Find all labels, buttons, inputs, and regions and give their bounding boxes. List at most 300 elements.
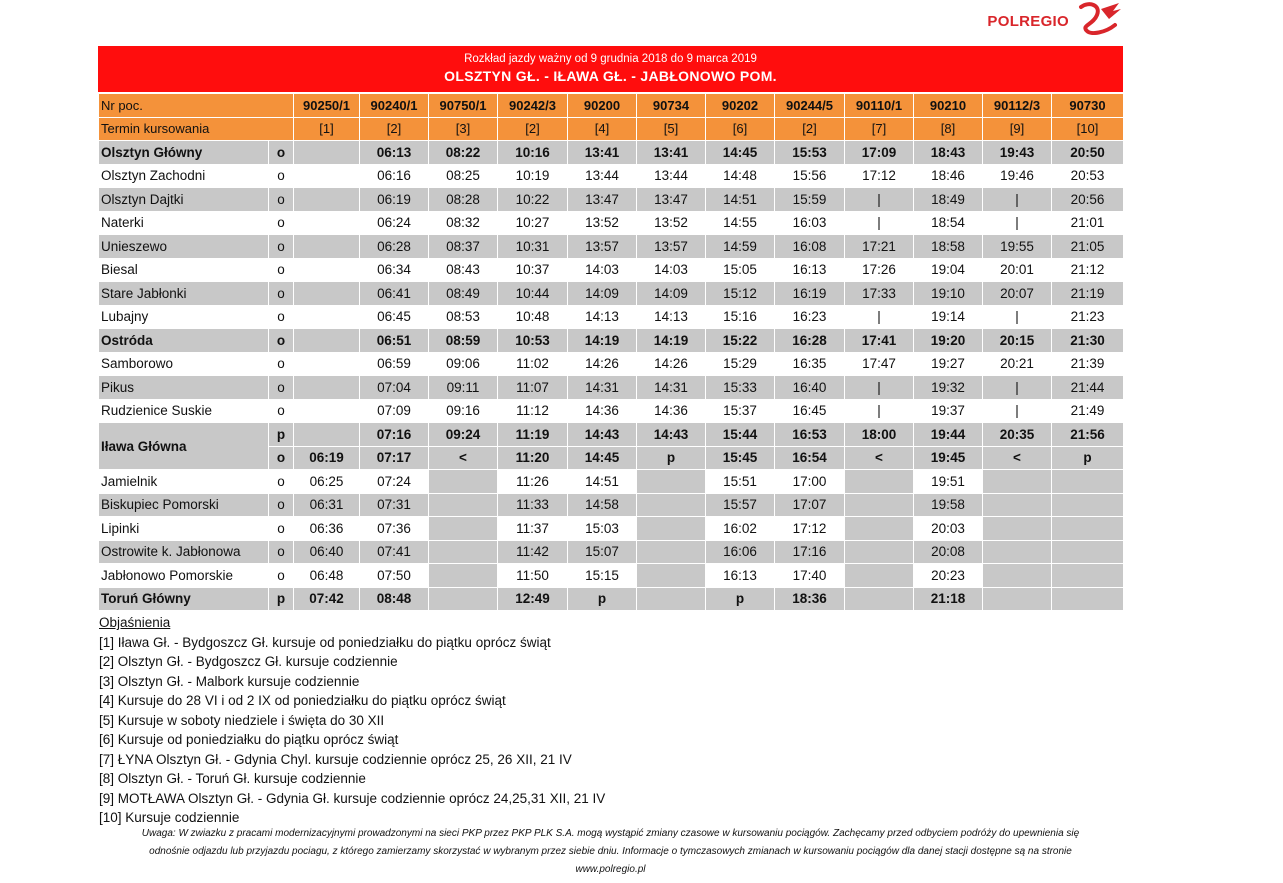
departure-time <box>983 470 1052 494</box>
departure-time <box>429 517 498 541</box>
departure-time: 19:32 <box>914 376 983 400</box>
departure-time: 10:31 <box>498 235 568 259</box>
departure-time <box>294 188 360 212</box>
departure-time: 21:23 <box>1052 305 1124 329</box>
departure-time: 07:42 <box>294 587 360 611</box>
departure-time: | <box>983 399 1052 423</box>
departure-time: 13:57 <box>637 235 706 259</box>
departure-time: 10:27 <box>498 211 568 235</box>
stop-flag: o <box>269 399 294 423</box>
departure-time: 17:16 <box>775 540 845 564</box>
departure-time: 16:19 <box>775 282 845 306</box>
stop-flag: o <box>269 305 294 329</box>
departure-time: 07:09 <box>360 399 429 423</box>
departure-time: 18:43 <box>914 141 983 165</box>
departure-time: | <box>845 305 914 329</box>
train-number: 90242/3 <box>498 94 568 118</box>
terms-row <box>99 117 1124 141</box>
departure-time <box>294 399 360 423</box>
departure-time: 13:57 <box>568 235 637 259</box>
train-number: 90250/1 <box>294 94 360 118</box>
station-row <box>99 164 1124 188</box>
stop-flag: o <box>269 329 294 353</box>
departure-time: 14:03 <box>568 258 637 282</box>
station-name: Lipinki <box>99 517 269 541</box>
departure-time: 15:57 <box>706 493 775 517</box>
departure-time: 14:09 <box>637 282 706 306</box>
departure-time: 08:37 <box>429 235 498 259</box>
departure-time: 08:25 <box>429 164 498 188</box>
departure-time: p <box>706 587 775 611</box>
departure-time: 16:03 <box>775 211 845 235</box>
departure-time <box>294 305 360 329</box>
departure-time: 14:51 <box>568 470 637 494</box>
term-code: [2] <box>498 117 568 141</box>
departure-time: 16:35 <box>775 352 845 376</box>
note-item: [10] Kursuje codziennie <box>99 810 240 825</box>
departure-time: | <box>845 376 914 400</box>
note-item: [2] Olsztyn Gł. - Bydgoszcz Gł. kursuje codziennie <box>99 654 398 669</box>
departure-time: 15:33 <box>706 376 775 400</box>
train-number-row-label: Nr poc. <box>99 94 294 118</box>
departure-time: 15:29 <box>706 352 775 376</box>
departure-time: 07:24 <box>360 470 429 494</box>
departure-time: 06:34 <box>360 258 429 282</box>
departure-time: 11:07 <box>498 376 568 400</box>
departure-time: 16:13 <box>775 258 845 282</box>
departure-time: 17:26 <box>845 258 914 282</box>
departure-time <box>294 352 360 376</box>
departure-time <box>845 517 914 541</box>
station-row <box>99 540 1124 564</box>
departure-time: 16:06 <box>706 540 775 564</box>
train-number: 90202 <box>706 94 775 118</box>
departure-time <box>845 540 914 564</box>
departure-time: 15:56 <box>775 164 845 188</box>
departure-time: 14:48 <box>706 164 775 188</box>
departure-time: 20:23 <box>914 564 983 588</box>
departure-time: 14:26 <box>568 352 637 376</box>
departure-time <box>1052 493 1124 517</box>
disclaimer <box>98 825 1123 879</box>
departure-time <box>983 517 1052 541</box>
departure-time: 11:37 <box>498 517 568 541</box>
departure-time: | <box>845 211 914 235</box>
departure-time: 19:14 <box>914 305 983 329</box>
departure-time: 18:36 <box>775 587 845 611</box>
departure-time: 20:56 <box>1052 188 1124 212</box>
arrival-time: 09:24 <box>429 423 498 447</box>
departure-time <box>1052 517 1124 541</box>
departure-time: | <box>983 376 1052 400</box>
departure-time: 06:41 <box>360 282 429 306</box>
departure-time: 06:16 <box>360 164 429 188</box>
note-item: [7] ŁYNA Olsztyn Gł. - Gdynia Chyl. kursuje codziennie oprócz 25, 26 XII, 21 IV <box>99 751 572 767</box>
departure-time: 16:02 <box>706 517 775 541</box>
stop-flag: o <box>269 493 294 517</box>
stop-flag: o <box>269 376 294 400</box>
departure-time: 16:40 <box>775 376 845 400</box>
departure-time: 17:40 <box>775 564 845 588</box>
arrival-time: 15:44 <box>706 423 775 447</box>
note-item: [1] Iława Gł. - Bydgoszcz Gł. kursuje od poniedziałku do piątku oprócz świąt <box>99 634 551 650</box>
note-item: [3] Olsztyn Gł. - Malbork kursuje codziennie <box>99 673 360 689</box>
departure-time: 15:53 <box>775 141 845 165</box>
departure-time <box>845 587 914 611</box>
stop-flag: o <box>269 282 294 306</box>
departure-time: 19:10 <box>914 282 983 306</box>
departure-time: 19:04 <box>914 258 983 282</box>
departure-time <box>845 470 914 494</box>
station-name: Rudzienice Suskie <box>99 399 269 423</box>
stop-flag: o <box>269 211 294 235</box>
departure-time: 19:58 <box>914 493 983 517</box>
note-item: [9] MOTŁAWA Olsztyn Gł. - Gdynia Gł. kursuje codziennie oprócz 24,25,31 XII, 21 IV <box>99 790 606 806</box>
departure-time <box>294 164 360 188</box>
term-code: [1] <box>294 117 360 141</box>
departure-time: 08:32 <box>429 211 498 235</box>
departure-time: 14:36 <box>637 399 706 423</box>
term-code: [8] <box>914 117 983 141</box>
station-name: Ostróda <box>99 329 269 353</box>
departure-time: 19:20 <box>914 329 983 353</box>
departure-time: 14:59 <box>706 235 775 259</box>
departure-time <box>294 258 360 282</box>
train-number: 90112/3 <box>983 94 1052 118</box>
departure-time <box>429 540 498 564</box>
departure-time: 20:07 <box>983 282 1052 306</box>
departure-time: 15:16 <box>706 305 775 329</box>
station-name: Unieszewo <box>99 235 269 259</box>
departure-time: 08:22 <box>429 141 498 165</box>
departure-time: 21:01 <box>1052 211 1124 235</box>
term-code: [4] <box>568 117 637 141</box>
departure-time: 10:44 <box>498 282 568 306</box>
station-row <box>99 141 1124 165</box>
departure-time: 14:19 <box>568 329 637 353</box>
train-number: 90110/1 <box>845 94 914 118</box>
departure-time: 09:11 <box>429 376 498 400</box>
stop-flag: o <box>269 141 294 165</box>
departure-time: 15:03 <box>568 517 637 541</box>
arrival-time: 21:56 <box>1052 423 1124 447</box>
station-row <box>99 305 1124 329</box>
train-number-row <box>99 94 1124 118</box>
departure-time: 21:05 <box>1052 235 1124 259</box>
departure-time: 10:19 <box>498 164 568 188</box>
station-row <box>99 188 1124 212</box>
station-name: Pikus <box>99 376 269 400</box>
departure-time <box>429 587 498 611</box>
stop-flag: p <box>269 423 294 447</box>
departure-time: 12:49 <box>498 587 568 611</box>
departure-time: 11:20 <box>498 446 568 470</box>
station-row <box>99 352 1124 376</box>
departure-time: 17:09 <box>845 141 914 165</box>
departure-time: 13:44 <box>568 164 637 188</box>
departure-time: 11:50 <box>498 564 568 588</box>
departure-time: 13:41 <box>568 141 637 165</box>
departure-time: 15:51 <box>706 470 775 494</box>
departure-time <box>845 564 914 588</box>
departure-time: 17:41 <box>845 329 914 353</box>
departure-time: 16:23 <box>775 305 845 329</box>
stop-flag: o <box>269 352 294 376</box>
departure-time <box>429 470 498 494</box>
station-row <box>99 282 1124 306</box>
departure-time: 07:41 <box>360 540 429 564</box>
arrival-time: 16:53 <box>775 423 845 447</box>
notes-title: Objaśnienia <box>99 615 171 630</box>
departure-time: 06:36 <box>294 517 360 541</box>
arrival-time: 20:35 <box>983 423 1052 447</box>
departure-time <box>983 564 1052 588</box>
departure-time: 17:47 <box>845 352 914 376</box>
departure-time: 21:18 <box>914 587 983 611</box>
departure-time: 18:46 <box>914 164 983 188</box>
departure-time: 14:51 <box>706 188 775 212</box>
departure-time: 06:45 <box>360 305 429 329</box>
station-name: Olsztyn Zachodni <box>99 164 269 188</box>
departure-time: 20:53 <box>1052 164 1124 188</box>
train-number: 90730 <box>1052 94 1124 118</box>
departure-time: 17:00 <box>775 470 845 494</box>
station-name: Lubajny <box>99 305 269 329</box>
stop-flag: o <box>269 564 294 588</box>
departure-time: 10:16 <box>498 141 568 165</box>
disclaimer-line: Uwaga: W zwiazku z pracami modernizacyjnymi prowadzonymi na sieci PKP przez PKP PLK S.A. mogą wystąpić zmiany czasowe w kursowaniu pociągów. Zachęcamy przed odbyciem podróży do upewnienia się <box>141 828 1080 839</box>
departure-time: 07:36 <box>360 517 429 541</box>
departure-time <box>294 376 360 400</box>
departure-time: < <box>845 446 914 470</box>
departure-time: 16:08 <box>775 235 845 259</box>
arrival-time: 14:43 <box>637 423 706 447</box>
departure-time: 14:13 <box>637 305 706 329</box>
arrival-time: 18:00 <box>845 423 914 447</box>
station-row <box>99 493 1124 517</box>
terms-row-label: Termin kursowania <box>99 117 294 141</box>
departure-time: 14:31 <box>637 376 706 400</box>
station-row <box>99 587 1124 611</box>
station-name: Jabłonowo Pomorskie <box>99 564 269 588</box>
station-name: Stare Jabłonki <box>99 282 269 306</box>
departure-time: 14:45 <box>706 141 775 165</box>
departure-time: 15:22 <box>706 329 775 353</box>
station-name: Olsztyn Dajtki <box>99 188 269 212</box>
departure-time <box>294 282 360 306</box>
train-number: 90210 <box>914 94 983 118</box>
term-code: [5] <box>637 117 706 141</box>
arrival-time: 11:19 <box>498 423 568 447</box>
station-row-arrival <box>99 423 1124 447</box>
departure-time <box>294 141 360 165</box>
departure-time: 19:37 <box>914 399 983 423</box>
route-title: OLSZTYN GŁ. - IŁAWA GŁ. - JABŁONOWO POM. <box>444 68 777 84</box>
departure-time <box>637 493 706 517</box>
departure-time: | <box>845 188 914 212</box>
term-code: [2] <box>360 117 429 141</box>
departure-time: < <box>983 446 1052 470</box>
departure-time: 11:42 <box>498 540 568 564</box>
departure-time: 20:15 <box>983 329 1052 353</box>
departure-time: 15:15 <box>568 564 637 588</box>
departure-time <box>637 517 706 541</box>
station-row <box>99 258 1124 282</box>
validity-text: Rozkład jazdy ważny od 9 grudnia 2018 do 9 marca 2019 <box>464 53 757 65</box>
departure-time: 18:49 <box>914 188 983 212</box>
departure-time: 08:43 <box>429 258 498 282</box>
departure-time: | <box>983 305 1052 329</box>
departure-time: 06:19 <box>360 188 429 212</box>
departure-time: p <box>1052 446 1124 470</box>
departure-time: 06:51 <box>360 329 429 353</box>
departure-time: p <box>568 587 637 611</box>
departure-time <box>1052 587 1124 611</box>
departure-time: 21:44 <box>1052 376 1124 400</box>
departure-time <box>1052 540 1124 564</box>
departure-time: 06:28 <box>360 235 429 259</box>
station-name: Samborowo <box>99 352 269 376</box>
departure-time: 10:53 <box>498 329 568 353</box>
departure-time: 16:28 <box>775 329 845 353</box>
departure-time: | <box>983 188 1052 212</box>
departure-time: 18:54 <box>914 211 983 235</box>
stop-flag: o <box>269 446 294 470</box>
departure-time: 07:50 <box>360 564 429 588</box>
departure-time: 20:03 <box>914 517 983 541</box>
departure-time: 14:13 <box>568 305 637 329</box>
note-item: [5] Kursuje w soboty niedziele i święta do 30 XII <box>99 712 385 728</box>
departure-time: 20:50 <box>1052 141 1124 165</box>
term-code: [2] <box>775 117 845 141</box>
departure-time: 16:54 <box>775 446 845 470</box>
departure-time <box>983 587 1052 611</box>
departure-time <box>845 493 914 517</box>
departure-time: 21:19 <box>1052 282 1124 306</box>
departure-time: 14:55 <box>706 211 775 235</box>
timetable <box>98 93 1124 611</box>
departure-time <box>294 329 360 353</box>
arrival-time: 14:43 <box>568 423 637 447</box>
departure-time: 11:26 <box>498 470 568 494</box>
departure-time: 07:04 <box>360 376 429 400</box>
stop-flag: o <box>269 164 294 188</box>
station-name: Naterki <box>99 211 269 235</box>
departure-time: 13:52 <box>568 211 637 235</box>
departure-time: 19:51 <box>914 470 983 494</box>
departure-time: 08:48 <box>360 587 429 611</box>
departure-time: | <box>983 211 1052 235</box>
station-name: Biskupiec Pomorski <box>99 493 269 517</box>
departure-time: 07:31 <box>360 493 429 517</box>
departure-time: 15:12 <box>706 282 775 306</box>
station-name: Iława Główna <box>99 423 269 470</box>
station-name: Olsztyn Główny <box>99 141 269 165</box>
station-row <box>99 235 1124 259</box>
departure-time: 14:26 <box>637 352 706 376</box>
term-code: [6] <box>706 117 775 141</box>
departure-time: 13:47 <box>568 188 637 212</box>
departure-time: 19:43 <box>983 141 1052 165</box>
departure-time: 16:45 <box>775 399 845 423</box>
station-row <box>99 517 1124 541</box>
station-row <box>99 376 1124 400</box>
departure-time: 17:21 <box>845 235 914 259</box>
departure-time: 19:27 <box>914 352 983 376</box>
departure-time: 13:47 <box>637 188 706 212</box>
departure-time: 15:07 <box>568 540 637 564</box>
term-code: [9] <box>983 117 1052 141</box>
departure-time: 19:46 <box>983 164 1052 188</box>
departure-time: 17:33 <box>845 282 914 306</box>
departure-time: 06:13 <box>360 141 429 165</box>
departure-time <box>637 564 706 588</box>
station-row <box>99 399 1124 423</box>
departure-time: 15:45 <box>706 446 775 470</box>
departure-time: 06:48 <box>294 564 360 588</box>
departure-time: 08:28 <box>429 188 498 212</box>
departure-time <box>429 564 498 588</box>
station-name: Jamielnik <box>99 470 269 494</box>
notes-section <box>99 613 1119 828</box>
train-number: 90734 <box>637 94 706 118</box>
departure-time: 20:21 <box>983 352 1052 376</box>
departure-time: 08:53 <box>429 305 498 329</box>
departure-time <box>983 493 1052 517</box>
departure-time: 06:25 <box>294 470 360 494</box>
arrival-time: 07:16 <box>360 423 429 447</box>
station-name: Biesal <box>99 258 269 282</box>
departure-time: 14:03 <box>637 258 706 282</box>
departure-time: p <box>637 446 706 470</box>
departure-time: 11:12 <box>498 399 568 423</box>
stop-flag: o <box>269 188 294 212</box>
stop-flag: o <box>269 235 294 259</box>
departure-time <box>983 540 1052 564</box>
stop-flag: o <box>269 540 294 564</box>
departure-time: 21:30 <box>1052 329 1124 353</box>
station-name: Ostrowite k. Jabłonowa <box>99 540 269 564</box>
arrival-time <box>294 423 360 447</box>
term-code: [3] <box>429 117 498 141</box>
departure-time <box>294 235 360 259</box>
departure-time: 17:12 <box>775 517 845 541</box>
departure-time: 10:48 <box>498 305 568 329</box>
departure-time: | <box>845 399 914 423</box>
departure-time <box>637 540 706 564</box>
departure-time: 08:59 <box>429 329 498 353</box>
station-row <box>99 470 1124 494</box>
departure-time: 14:09 <box>568 282 637 306</box>
stop-flag: o <box>269 517 294 541</box>
departure-time: 20:08 <box>914 540 983 564</box>
departure-time: 14:36 <box>568 399 637 423</box>
departure-time: 14:19 <box>637 329 706 353</box>
departure-time: 09:06 <box>429 352 498 376</box>
station-row <box>99 211 1124 235</box>
departure-time: 16:13 <box>706 564 775 588</box>
departure-time: 13:44 <box>637 164 706 188</box>
arrival-time: 19:44 <box>914 423 983 447</box>
departure-time: 13:52 <box>637 211 706 235</box>
departure-time: 21:39 <box>1052 352 1124 376</box>
train-number: 90244/5 <box>775 94 845 118</box>
departure-time: < <box>429 446 498 470</box>
departure-time: 07:17 <box>360 446 429 470</box>
departure-time: 17:07 <box>775 493 845 517</box>
departure-time <box>1052 470 1124 494</box>
departure-time: 19:45 <box>914 446 983 470</box>
